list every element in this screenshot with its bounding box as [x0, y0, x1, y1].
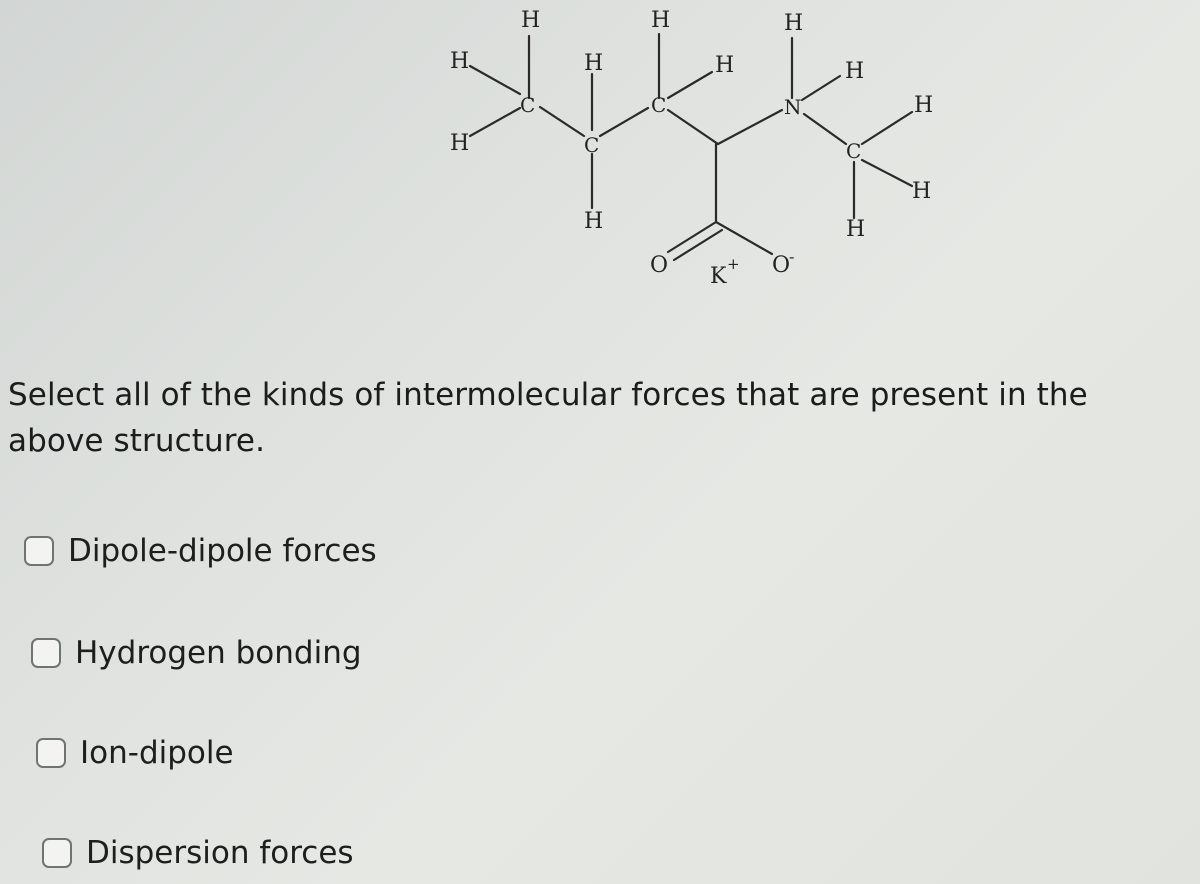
option-dispersion[interactable] — [42, 835, 354, 871]
atom-n1: N — [784, 95, 802, 119]
option-label-ion-dipole: Ion-dipole — [80, 735, 234, 771]
atom-o1: O — [650, 253, 669, 278]
atom-h10: H — [914, 93, 934, 118]
atom-h5: H — [584, 209, 604, 234]
charge-o2-minus: - — [789, 247, 795, 266]
checkbox-dispersion[interactable] — [42, 838, 72, 868]
atom-h7: H — [715, 53, 735, 78]
option-dipole-dipole[interactable] — [24, 533, 377, 569]
atom-k: K — [710, 264, 727, 289]
atom-c4: C — [846, 139, 862, 163]
checkbox-ion-dipole[interactable] — [36, 738, 66, 768]
option-label-dipole-dipole: Dipole-dipole forces — [68, 533, 377, 569]
option-ion-dipole[interactable] — [36, 735, 234, 771]
atom-labels — [450, 8, 933, 289]
bond-c3-h7 — [668, 72, 712, 98]
atom-h1: H — [521, 8, 541, 33]
bond-c1-c2 — [540, 107, 584, 136]
checkbox-dipole-dipole[interactable] — [24, 536, 54, 566]
charge-k-plus: + — [727, 255, 740, 273]
bond-c1-h3 — [470, 108, 520, 136]
atom-h12: H — [846, 217, 866, 242]
atom-h6: H — [651, 8, 671, 33]
atom-c1: C — [520, 93, 536, 117]
atom-h4: H — [584, 51, 604, 76]
bond-c1-h2 — [470, 66, 520, 94]
bond-c5-h11 — [862, 160, 912, 186]
bond-n1-c5 — [804, 114, 846, 144]
option-label-dispersion: Dispersion forces — [86, 835, 354, 871]
bond-c3-c4 — [668, 110, 718, 144]
checkbox-hydrogen-bonding[interactable] — [31, 638, 61, 668]
atom-o2: O — [772, 253, 791, 278]
option-hydrogen-bonding[interactable] — [31, 635, 362, 671]
bond-c4-o2 — [716, 222, 772, 254]
molecule-structure — [0, 0, 1200, 300]
atom-h9: H — [845, 59, 865, 84]
atom-h2: H — [450, 49, 470, 74]
bond-c2-c3 — [600, 108, 648, 136]
atom-c2: C — [584, 133, 600, 157]
question-text: Select all of the kinds of intermolecular forces that are present in the above structure. — [8, 377, 1088, 459]
bond-c4-n1 — [718, 110, 782, 144]
atom-h8: H — [784, 11, 804, 36]
option-label-hydrogen-bonding: Hydrogen bonding — [75, 635, 362, 671]
atom-h11: H — [912, 179, 932, 204]
atom-c3: C — [651, 93, 667, 117]
atom-h3: H — [450, 131, 470, 156]
bond-c5-h10 — [862, 112, 912, 144]
bond-n1-h9 — [802, 76, 840, 100]
